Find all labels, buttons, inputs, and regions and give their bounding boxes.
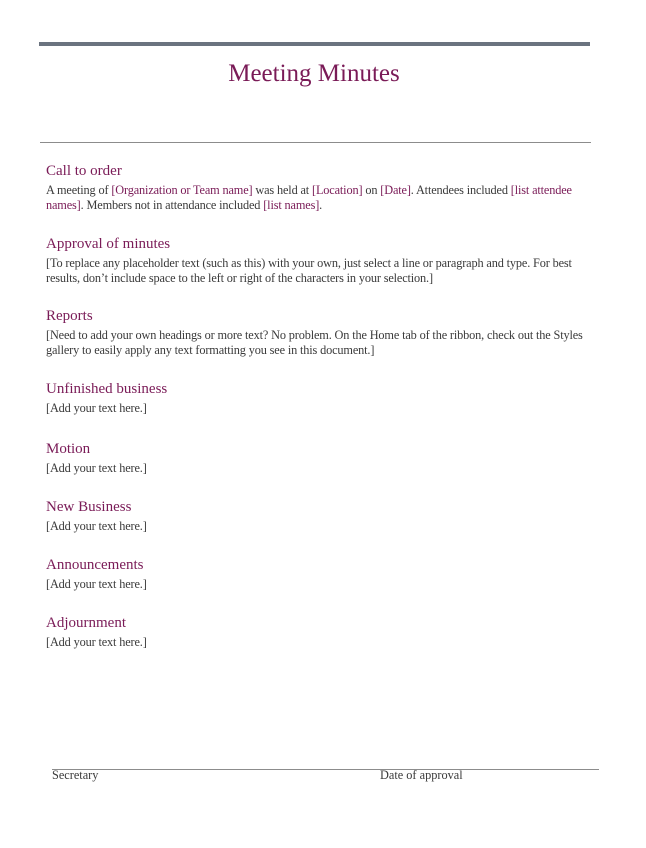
- title-divider: [40, 142, 591, 143]
- body-text: A meeting of: [46, 183, 112, 197]
- section-heading: Announcements: [46, 557, 144, 573]
- section-heading: Adjournment: [46, 615, 126, 631]
- section-reports: [46, 306, 586, 358]
- placeholder-attendees[interactable]: [list attendee names]: [46, 183, 572, 212]
- section-heading: Call to order: [46, 163, 122, 179]
- section-heading: New Business: [46, 499, 132, 515]
- section-body[interactable]: [Add your text here.]: [46, 577, 147, 591]
- body-text: .: [319, 198, 323, 212]
- section-unfinished-business: [46, 379, 586, 416]
- section-heading: Reports: [46, 308, 93, 324]
- section-heading: Unfinished business: [46, 381, 168, 397]
- body-text: . Attendees included: [410, 183, 511, 197]
- body-text: . Members not in attendance included: [80, 198, 264, 212]
- section-body[interactable]: [Add your text here.]: [46, 461, 147, 475]
- page-title: Meeting Minutes: [228, 60, 400, 87]
- section-adjournment: [46, 613, 586, 650]
- section-body[interactable]: [46, 183, 586, 213]
- section-body[interactable]: [Add your text here.]: [46, 401, 147, 415]
- placeholder-organization[interactable]: [Organization or Team name]: [111, 183, 253, 197]
- signature-line: [52, 769, 599, 770]
- section-body[interactable]: [Add your text here.]: [46, 635, 147, 649]
- section-motion: [46, 439, 586, 476]
- section-body[interactable]: [To replace any placeholder text (such as this) with your own, just select a line or paragraph and type. For best results, don’t include space to the left or right of the characters in your selection.]: [46, 256, 572, 285]
- section-body[interactable]: [Add your text here.]: [46, 519, 147, 533]
- placeholder-absent-members[interactable]: [list names]: [263, 198, 320, 212]
- secretary-label[interactable]: Secretary: [52, 768, 99, 782]
- placeholder-date[interactable]: [Date]: [380, 183, 411, 197]
- section-approval-of-minutes: [46, 234, 586, 286]
- section-announcements: [46, 555, 586, 592]
- body-text: was held at: [252, 183, 312, 197]
- body-text: on: [362, 183, 381, 197]
- section-call-to-order: [46, 161, 586, 213]
- top-rule: [39, 42, 590, 46]
- section-new-business: [46, 497, 586, 534]
- section-heading: Motion: [46, 441, 91, 457]
- section-body[interactable]: [Need to add your own headings or more text? No problem. On the Home tab of the ribbon, check out the Styles gallery to easily apply any text formatting you see in this document.]: [46, 328, 583, 357]
- date-of-approval-label[interactable]: Date of approval: [380, 768, 463, 782]
- placeholder-location[interactable]: [Location]: [312, 183, 363, 197]
- section-heading: Approval of minutes: [46, 236, 171, 252]
